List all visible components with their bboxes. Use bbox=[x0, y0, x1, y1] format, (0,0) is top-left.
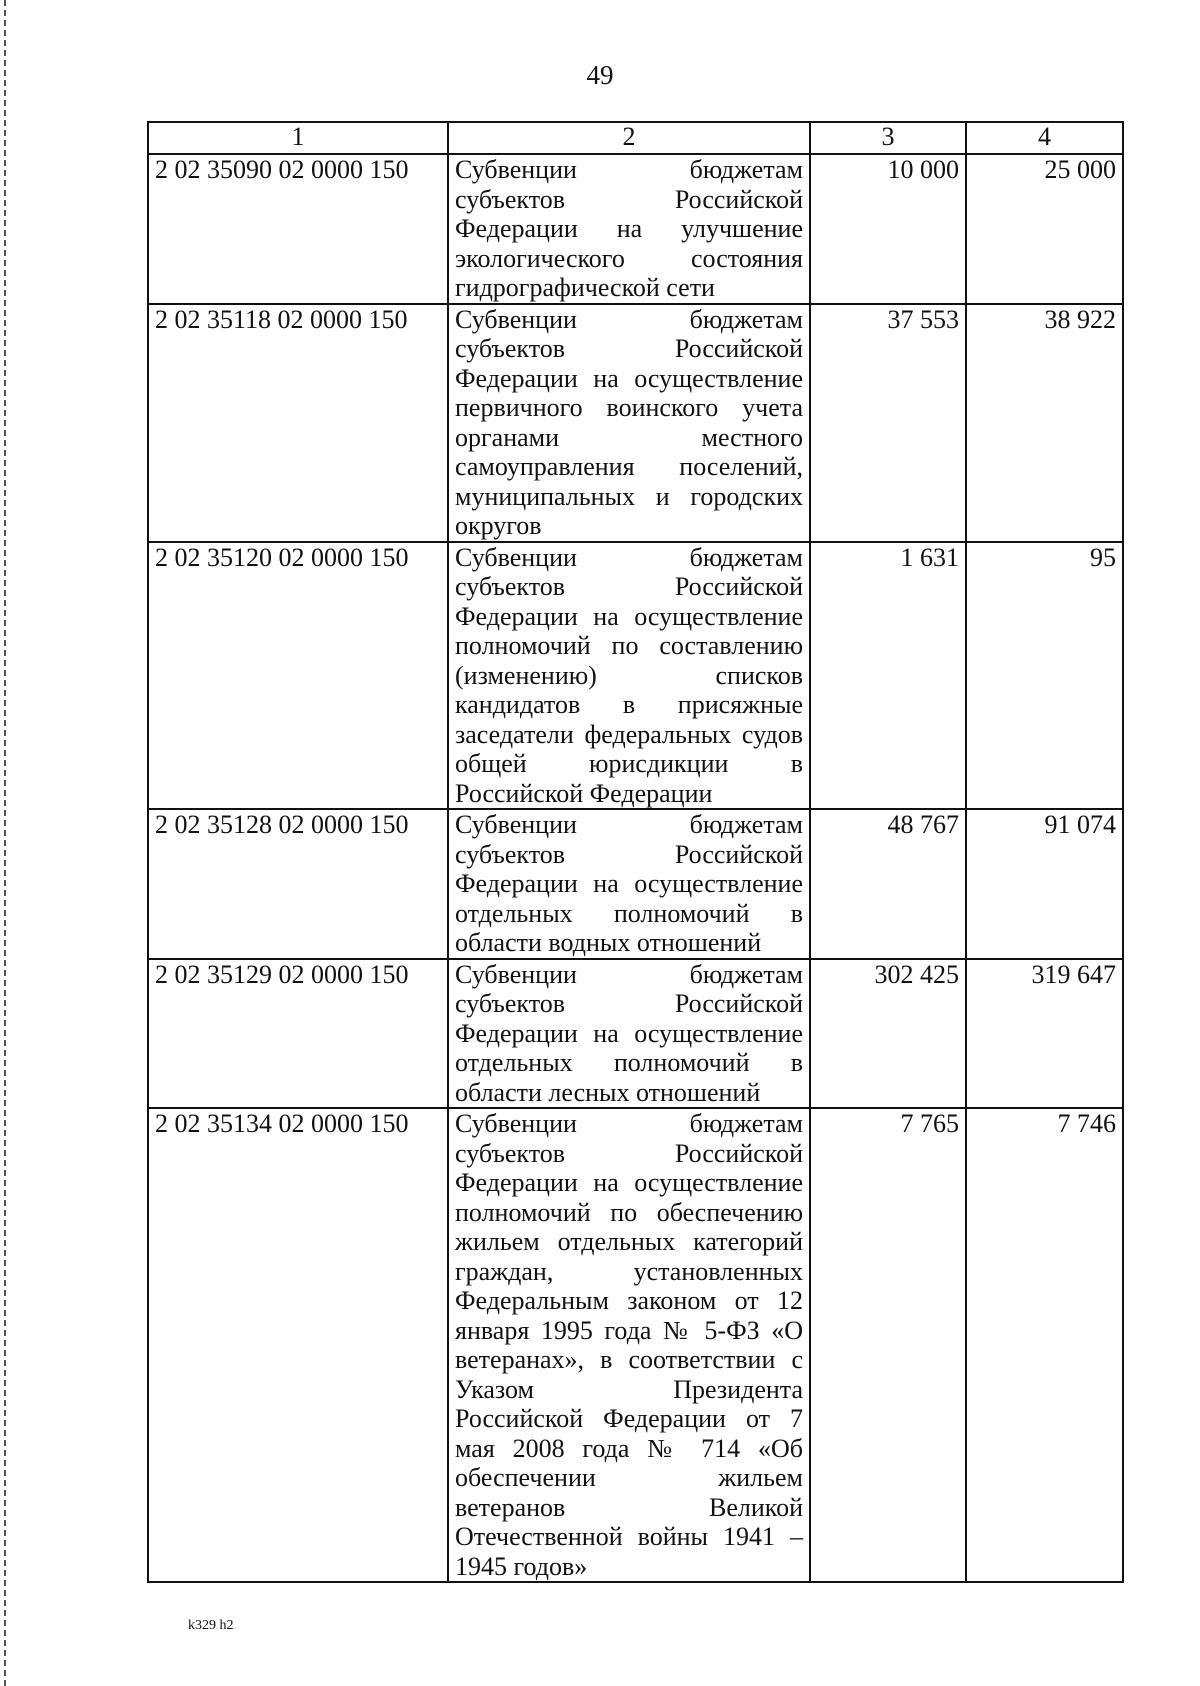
table-header-row bbox=[148, 122, 1123, 154]
table-row bbox=[148, 959, 1123, 1109]
row-value-col3: 302 425 bbox=[810, 959, 966, 1109]
table-row bbox=[148, 1108, 1123, 1582]
row-value-col4: 95 bbox=[966, 542, 1123, 810]
page-edge-divider bbox=[4, 0, 6, 1686]
row-code: 2 02 35134 02 0000 150 bbox=[148, 1108, 448, 1582]
column-header-1: 1 bbox=[148, 122, 448, 154]
row-value-col3: 7 765 bbox=[810, 1108, 966, 1582]
row-name: Субвенции бюджетам субъектов Российской Федерации на осуществление первичного воинского учета органами местного самоуправления поселений, муниципальных и городских округов bbox=[448, 304, 810, 542]
row-name: Субвенции бюджетам субъектов Российской Федерации на осуществление отдельных полномочий в области водных отношений bbox=[448, 809, 810, 959]
row-code: 2 02 35090 02 0000 150 bbox=[148, 154, 448, 304]
page-number: 49 bbox=[586, 60, 614, 90]
table-row bbox=[148, 154, 1123, 304]
row-value-col4: 7 746 bbox=[966, 1108, 1123, 1582]
row-code: 2 02 35120 02 0000 150 bbox=[148, 542, 448, 810]
table-row bbox=[148, 542, 1123, 810]
row-value-col4: 25 000 bbox=[966, 154, 1123, 304]
row-value-col3: 1 631 bbox=[810, 542, 966, 810]
row-name: Субвенции бюджетам субъектов Российской Федерации на осуществление отдельных полномочий в области лесных отношений bbox=[448, 959, 810, 1109]
column-header-3: 3 bbox=[810, 122, 966, 154]
budget-table bbox=[147, 121, 1124, 1583]
row-name: Субвенции бюджетам субъектов Российской Федерации на осуществление полномочий по составлению (изменению) списков кандидатов в присяжные заседатели федеральных судов общей юрисдикции в Российской Федерации bbox=[448, 542, 810, 810]
table-row bbox=[148, 304, 1123, 542]
row-value-col3: 10 000 bbox=[810, 154, 966, 304]
row-code: 2 02 35129 02 0000 150 bbox=[148, 959, 448, 1109]
row-value-col4: 91 074 bbox=[966, 809, 1123, 959]
row-value-col4: 319 647 bbox=[966, 959, 1123, 1109]
column-header-4: 4 bbox=[966, 122, 1123, 154]
row-value-col4: 38 922 bbox=[966, 304, 1123, 542]
row-value-col3: 37 553 bbox=[810, 304, 966, 542]
row-value-col3: 48 767 bbox=[810, 809, 966, 959]
footer-code: k329 h2 bbox=[188, 1618, 234, 1633]
table-row bbox=[148, 809, 1123, 959]
row-code: 2 02 35118 02 0000 150 bbox=[148, 304, 448, 542]
column-header-2: 2 bbox=[448, 122, 810, 154]
row-code: 2 02 35128 02 0000 150 bbox=[148, 809, 448, 959]
row-name: Субвенции бюджетам субъектов Российской Федерации на улучшение экологического состояния гидрографической сети bbox=[448, 154, 810, 304]
row-name: Субвенции бюджетам субъектов Российской Федерации на осуществление полномочий по обеспечению жильем отдельных категорий граждан, установленных Федеральным законом от 12 января 1995 года № 5-ФЗ «О ветеранах», в соответствии с Указом Президента Российской Федерации от 7 мая 2008 года № 714 «Об обеспечении жильем ветеранов Великой Отечественной войны 1941 – 1945 годов» bbox=[448, 1108, 810, 1582]
